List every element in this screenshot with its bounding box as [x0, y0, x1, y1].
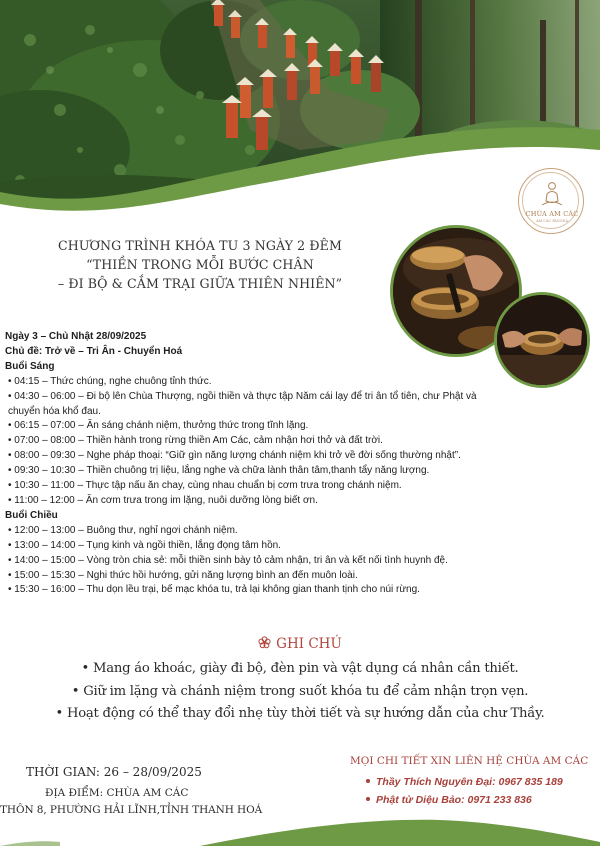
morning-label: Buổi Sáng: [5, 360, 55, 372]
logo-subtitle: AM CÁC PAGODA: [536, 219, 568, 223]
bullet-icon: [366, 797, 370, 801]
contact-person-2-text: Phật tử Diệu Bảo: 0971 233 836: [376, 794, 532, 806]
program-title: [0, 236, 400, 293]
list-item: • 14:00 – 15:00 – Vòng tròn chia sẻ: mỗi thiền sinh bày tỏ cảm nhận, tri ân và kết nối tình huynh đệ.: [8, 554, 448, 566]
list-item: • 04:15 – Thức chúng, nghe chuông tỉnh thức.: [8, 375, 212, 387]
event-location: ĐỊA ĐIỂM: CHÙA AM CÁC: [45, 787, 189, 799]
list-item: • 15:00 – 15:30 – Nghi thức hồi hướng, gửi năng lượng bình an đến muôn loài.: [8, 569, 358, 581]
temple-logo: [518, 168, 584, 234]
title-line-2: “THIỀN TRONG MỖI BƯỚC CHÂN: [86, 257, 314, 272]
list-item: • 13:00 – 14:00 – Tụng kinh và ngồi thiền, lắng đọng tâm hồn.: [8, 539, 281, 551]
list-item: • 12:00 – 13:00 – Buông thư, nghỉ ngơi chánh niệm.: [8, 524, 238, 536]
list-item: • 10:30 – 11:00 – Thực tập nấu ăn chay, cùng nhau chuẩn bị cơm trưa trong chánh niệm.: [8, 480, 402, 492]
title-line-1: CHƯƠNG TRÌNH KHÓA TU 3 NGÀY 2 ĐÊM: [58, 238, 342, 253]
contact-person-1: [366, 776, 563, 788]
list-item: • 06:15 – 07:00 – Ăn sáng chánh niệm, thưởng thức trong tĩnh lặng.: [8, 420, 309, 432]
list-item: • 15:30 – 16:00 – Thu dọn lều trại, bế mạc khóa tu, trả lại không gian thanh tịnh cho núi rừng.: [8, 584, 420, 596]
notes-list: [0, 658, 600, 726]
list-item: • 08:00 – 09:30 – Nghe pháp thoại: “Giữ gìn năng lượng chánh niệm khi trở về đời sống thường nhật”.: [8, 450, 461, 462]
schedule-theme: Chủ đề: Trở về – Tri Ân - Chuyển Hoá: [5, 345, 183, 357]
logo-name: CHÙA AM CÁC: [525, 210, 579, 218]
afternoon-label: Buổi Chiều: [5, 509, 58, 521]
event-time: THỜI GIAN: 26 – 28/09/2025: [26, 765, 202, 779]
list-item: • 11:00 – 12:00 – Ăn cơm trưa trong im lặng, nuôi dưỡng lòng biết ơn.: [8, 494, 318, 506]
schedule: [5, 330, 570, 598]
note-item: • Hoạt động có thể thay đổi nhẹ tùy thời tiết và sự hướng dẫn của chư Thầy.: [55, 706, 545, 721]
contact-person-2: [366, 794, 532, 806]
contact-heading: MỌI CHI TIẾT XIN LIÊN HỆ CHÙA AM CÁC: [350, 755, 589, 767]
schedule-day: Ngày 3 – Chủ Nhật 28/09/2025: [5, 331, 147, 342]
meditating-buddha-icon: [541, 181, 563, 209]
list-item: chuyển hóa khổ đau.: [8, 405, 101, 417]
list-item: • 09:30 – 10:30 – Thiền chuông trị liệu, lắng nghe và chữa lành thân tâm,thanh tẩy năng lượng.: [8, 465, 430, 477]
event-address: THÔN 8, PHƯỜNG HẢI LĨNH,TỈNH THANH HOÁ: [0, 804, 263, 816]
notes-heading-text: GHI CHÚ: [276, 636, 342, 652]
green-wave: [0, 0, 600, 215]
note-item: • Giữ im lặng và chánh niệm trong suốt khóa tu để cảm nhận trọn vẹn.: [71, 683, 529, 699]
bullet-icon: [366, 779, 370, 783]
hero-photo: [0, 0, 600, 215]
notes-heading: [0, 636, 600, 652]
list-item: • 04:30 – 06:00 – Đi bộ lên Chùa Thượng, ngồi thiền và thực tập Năm cái lạy để tri ân tổ tiên, chư Phật và: [8, 390, 477, 402]
note-item: • Mang áo khoác, giày đi bộ, đèn pin và vật dụng cá nhân cần thiết.: [81, 661, 519, 676]
lotus-flower-icon: [258, 636, 271, 649]
list-item: • 07:00 – 08:00 – Thiền hành trong rừng thiền Am Các, cảm nhận hơi thở và đất trời.: [8, 435, 383, 447]
bottom-green-wave: [0, 812, 600, 846]
title-line-3: – ĐI BỘ & CẮM TRẠI GIỮA THIÊN NHIÊN”: [57, 276, 343, 291]
contact-person-1-text: Thầy Thích Nguyên Đại: 0967 835 189: [376, 776, 563, 788]
